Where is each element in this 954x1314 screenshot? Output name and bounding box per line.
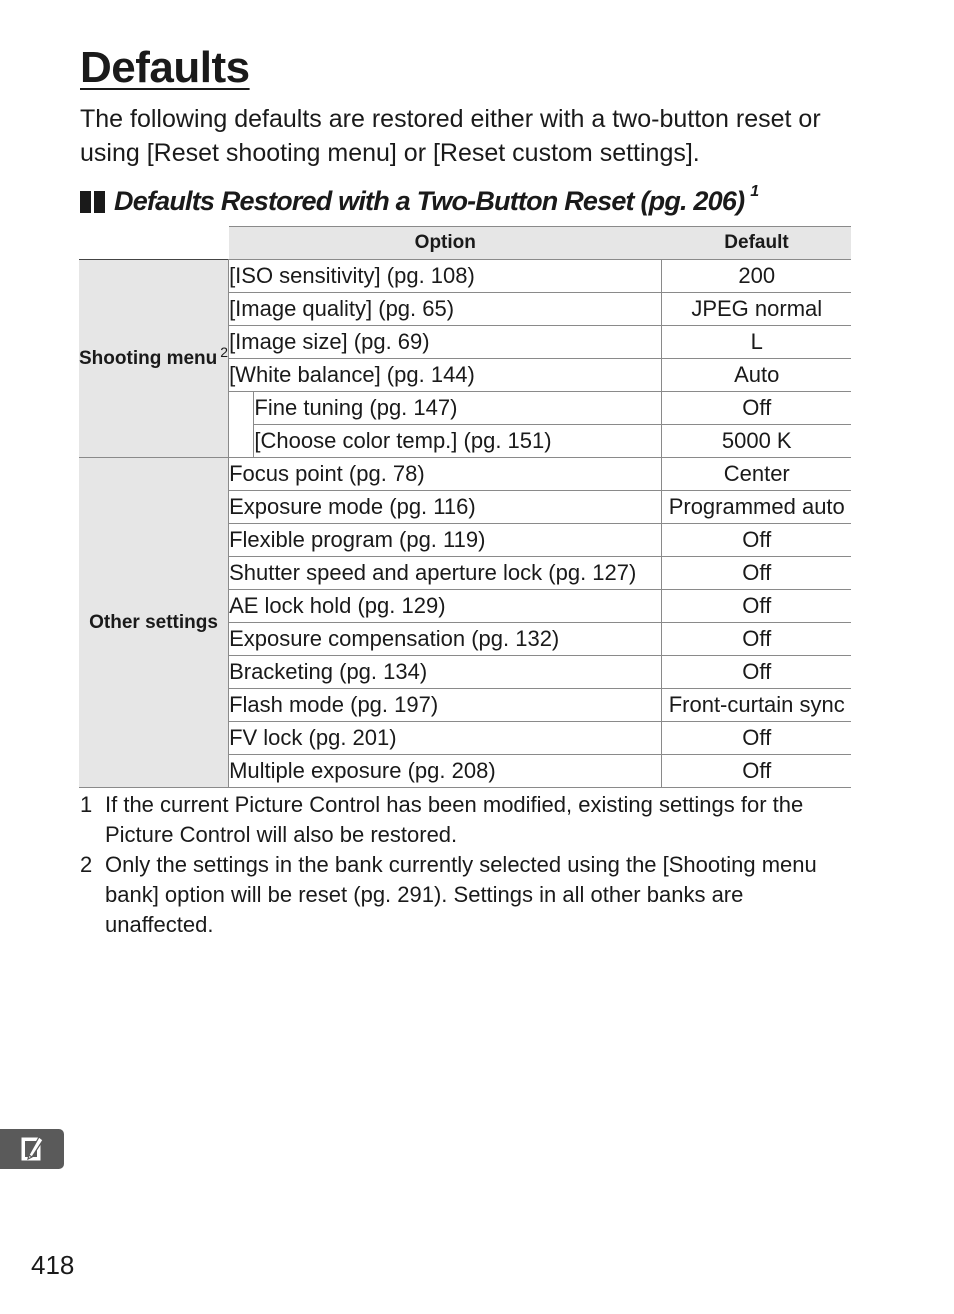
default-cell: Off — [662, 392, 851, 425]
default-cell: 200 — [662, 260, 851, 293]
group-label-other-settings — [79, 458, 229, 788]
option-cell: FV lock (pg. 201) — [229, 722, 662, 755]
option-cell-sub: [Choose color temp.] (pg. 151) — [254, 425, 662, 458]
default-cell: Off — [662, 722, 851, 755]
option-cell: Bracketing (pg. 134) — [229, 656, 662, 689]
section-marker-icon — [94, 191, 105, 213]
option-cell: [Image quality] (pg. 65) — [229, 293, 662, 326]
footnote-item — [80, 850, 840, 940]
section-heading-footnote-ref: 1 — [750, 182, 759, 200]
table-body — [79, 260, 851, 788]
footnote-item — [80, 790, 840, 850]
default-cell: L — [662, 326, 851, 359]
option-cell: Multiple exposure (pg. 208) — [229, 755, 662, 788]
footnote-number: 1 — [80, 792, 93, 817]
indent-spacer — [229, 392, 254, 458]
page-number: 418 — [31, 1250, 75, 1280]
section-heading — [80, 182, 759, 217]
footnote-text: Only the settings in the bank currently selected using the [Shooting menu bank] option will be reset (pg. 291). Settings in all other banks are unaffected. — [105, 852, 817, 937]
chapter-tab — [0, 1129, 64, 1169]
option-cell: Exposure mode (pg. 116) — [229, 491, 662, 524]
column-header-option: Option — [229, 227, 662, 260]
group-label-text: Other settings — [89, 611, 218, 633]
default-cell: Auto — [662, 359, 851, 392]
option-cell: Flash mode (pg. 197) — [229, 689, 662, 722]
option-cell: Flexible program (pg. 119) — [229, 524, 662, 557]
section-heading-text: Defaults Restored with a Two-Button Reset (pg. 206) — [114, 186, 745, 216]
option-cell: [Image size] (pg. 69) — [229, 326, 662, 359]
option-cell: Focus point (pg. 78) — [229, 458, 662, 491]
footnote-number: 2 — [80, 852, 93, 877]
default-cell: 5000 K — [662, 425, 851, 458]
option-cell: Shutter speed and aperture lock (pg. 127) — [229, 557, 662, 590]
footnote-text: If the current Picture Control has been modified, existing settings for the Picture Control will also be restored. — [105, 792, 804, 847]
group-label-shooting-menu — [79, 260, 229, 458]
default-cell: Front-curtain sync — [662, 689, 851, 722]
default-cell: Off — [662, 590, 851, 623]
table-header-row — [79, 227, 851, 260]
option-cell: [ISO sensitivity] (pg. 108) — [229, 260, 662, 293]
table-header-blank — [79, 227, 229, 260]
defaults-table — [79, 226, 851, 788]
group-footnote-ref: 2 — [220, 343, 229, 360]
page-title: Defaults — [80, 43, 250, 92]
default-cell: Off — [662, 524, 851, 557]
default-cell: JPEG normal — [662, 293, 851, 326]
pencil-note-icon — [17, 1135, 47, 1163]
default-cell: Off — [662, 557, 851, 590]
default-cell: Off — [662, 623, 851, 656]
option-cell: [White balance] (pg. 144) — [229, 359, 662, 392]
section-marker-icon — [80, 191, 91, 213]
option-cell-sub: Fine tuning (pg. 147) — [254, 392, 662, 425]
default-cell: Off — [662, 656, 851, 689]
default-cell: Off — [662, 755, 851, 788]
default-cell: Programmed auto — [662, 491, 851, 524]
default-cell: Center — [662, 458, 851, 491]
intro-paragraph: The following defaults are restored either with a two-button reset or using [Reset shooting menu] or [Reset custom settings]. — [80, 105, 821, 167]
footnotes-list — [80, 790, 840, 940]
table-row — [79, 458, 851, 491]
option-cell: AE lock hold (pg. 129) — [229, 590, 662, 623]
table-row — [79, 260, 851, 293]
option-cell: Exposure compensation (pg. 132) — [229, 623, 662, 656]
group-label-text: Shooting menu — [79, 347, 218, 369]
column-header-default: Default — [662, 227, 851, 260]
